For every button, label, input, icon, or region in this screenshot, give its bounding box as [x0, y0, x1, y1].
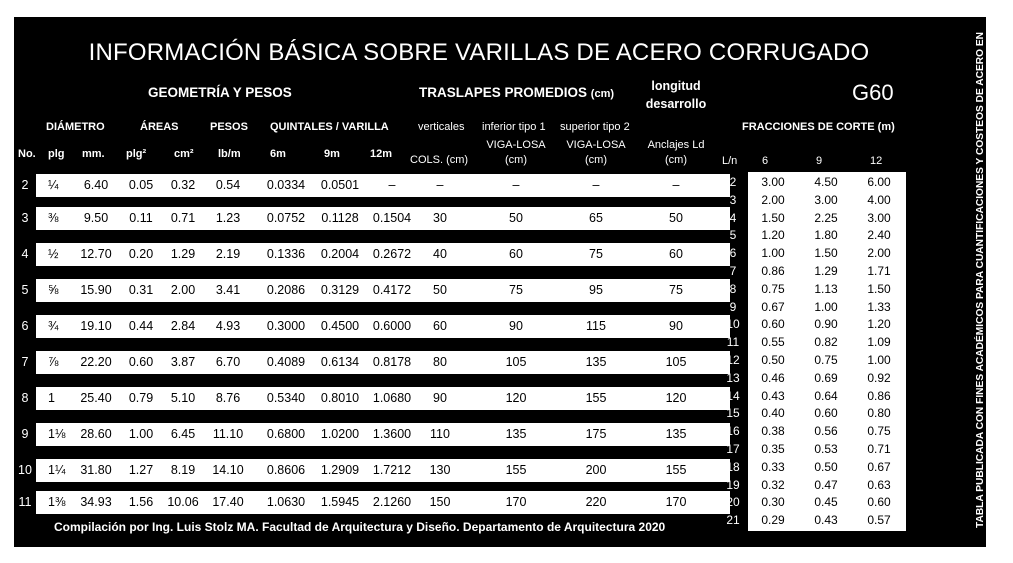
col-mm: mm.: [82, 148, 105, 160]
cell-mm: 19.10: [80, 319, 112, 333]
cell-mm: 15.90: [80, 283, 112, 297]
cell-plg: ⅝: [48, 283, 59, 297]
fraction-divisor-cell: 17: [726, 442, 740, 456]
rebar-number-cell: 8: [14, 387, 36, 410]
fraction-cell-f12: 0.60: [867, 495, 891, 510]
rebar-number-cell: 6: [14, 315, 36, 338]
cell-plg2: 0.60: [128, 355, 154, 369]
cell-cols: 130: [429, 463, 451, 477]
fraction-cell-f9: 0.82: [814, 335, 838, 350]
rebar-number-cell: 5: [14, 279, 36, 302]
header-diametro: DIÁMETRO: [46, 121, 105, 133]
cell-q12: 1.7212: [372, 463, 412, 477]
footer-credit: Compilación por Ing. Luis Stolz MA. Facultad de Arquitectura y Diseño. Departamento de Arquitectura 2020: [54, 520, 666, 534]
cell-lbm: 4.93: [215, 319, 241, 333]
cell-plg: ¾: [48, 319, 59, 333]
table-row: [14, 243, 730, 266]
cell-inf: 170: [505, 495, 527, 509]
cell-q9: 0.0501: [320, 178, 360, 192]
fraction-cell-f9: 1.29: [814, 264, 838, 278]
rebar-info-panel: [14, 17, 1012, 547]
cell-q12: 1.3600: [372, 427, 412, 441]
fraction-divisor-cell: 15: [726, 406, 740, 421]
header-superior: superior tipo 2: [560, 121, 630, 133]
cell-q9: 1.0200: [320, 427, 360, 441]
cell-plg2: 1.00: [128, 427, 154, 441]
fraction-cell-f6: 3.00: [761, 175, 785, 189]
fraction-cell-f9: 4.50: [814, 175, 838, 189]
cell-cols: –: [436, 178, 444, 192]
cell-mm: 9.50: [83, 211, 109, 225]
cell-anc: 60: [669, 247, 683, 261]
cell-anc: 155: [665, 463, 687, 477]
fraction-cell-f6: 0.46: [761, 370, 785, 385]
fraction-cell-f9: 0.64: [814, 388, 838, 403]
cell-inf: 120: [505, 391, 527, 405]
cell-q9: 1.5945: [320, 495, 360, 509]
col-cols: COLS. (cm): [410, 154, 469, 166]
cell-mm: 28.60: [80, 427, 112, 441]
cell-mm: 22.20: [80, 355, 112, 369]
cell-lbm: 6.70: [215, 355, 241, 369]
cell-q9: 1.2909: [320, 463, 360, 477]
cell-plg2: 0.05: [128, 178, 154, 192]
fraction-divisor-cell: 21: [726, 513, 740, 528]
fraction-cell-f9: 0.75: [814, 353, 838, 367]
page-title: INFORMACIÓN BÁSICA SOBRE VARILLAS DE ACERO CORRUGADO: [88, 39, 870, 66]
fraction-divisor-cell: 4: [729, 210, 737, 225]
cell-plg2: 0.44: [128, 319, 154, 333]
cell-plg2: 1.56: [128, 495, 154, 509]
fraction-cell-f12: 0.67: [867, 459, 891, 474]
cell-inf: 90: [509, 319, 523, 333]
col-viga1-b: (cm): [505, 154, 527, 166]
cell-q12: –: [388, 178, 396, 192]
cell-lbm: 14.10: [212, 463, 244, 477]
cell-q6: 0.2086: [266, 283, 306, 297]
fraction-cell-f6: 0.43: [761, 388, 785, 403]
cell-q6: 0.3000: [266, 319, 306, 333]
fraction-divisor-cell: 11: [726, 335, 740, 350]
cell-cm2: 3.87: [170, 355, 196, 369]
cell-inf: 155: [505, 463, 527, 477]
cell-inf: 60: [509, 247, 523, 261]
cell-lbm: 0.54: [215, 178, 241, 192]
table-row: [14, 491, 730, 514]
fraction-divisor-cell: 9: [729, 299, 737, 314]
cell-cols: 150: [429, 495, 451, 509]
fraction-cell-f6: 0.33: [761, 459, 785, 474]
cell-mm: 6.40: [83, 178, 109, 192]
fraction-cell-f6: 0.75: [761, 281, 785, 296]
cell-cm2: 0.71: [170, 211, 196, 225]
header-pesos: PESOS: [210, 121, 248, 133]
rebar-number-cell: 7: [14, 351, 36, 374]
header-desarrollo: desarrollo: [645, 97, 707, 111]
fraction-cell-f6: 2.00: [761, 192, 785, 207]
rebar-number-cell: 11: [14, 491, 36, 514]
cell-inf: –: [512, 178, 520, 192]
cell-cols: 110: [430, 427, 450, 441]
cell-q6: 0.1336: [266, 247, 306, 261]
cell-cols: 60: [433, 319, 447, 333]
fraction-divisor-cell: 20: [726, 495, 740, 510]
cell-q6: 0.8606: [266, 463, 306, 477]
cell-sup: 115: [586, 319, 606, 333]
col-viga1-a: VIGA-LOSA: [486, 139, 546, 151]
cell-cm2: 1.29: [170, 247, 196, 261]
fraction-cell-f12: 4.00: [867, 192, 891, 207]
cell-q6: 1.0630: [266, 495, 306, 509]
cell-q6: 0.0334: [266, 178, 306, 192]
cell-mm: 25.40: [80, 391, 112, 405]
cell-lbm: 3.41: [215, 283, 241, 297]
cell-cm2: 2.84: [170, 319, 196, 333]
cell-sup: 155: [585, 391, 607, 405]
cell-q12: 0.4172: [372, 283, 412, 297]
cell-q9: 0.6134: [320, 355, 360, 369]
cell-q12: 0.1504: [372, 211, 412, 225]
fraction-divisor-cell: 10: [726, 317, 740, 332]
cell-q12: 2.1260: [372, 495, 412, 509]
cell-cols: 40: [433, 247, 447, 261]
fraction-cell-f9: 1.00: [814, 299, 838, 314]
cell-mm: 34.93: [80, 495, 112, 509]
header-traslapes: [419, 85, 614, 100]
fraction-cell-f12: 3.00: [867, 210, 891, 225]
col-plg: plg: [48, 148, 65, 160]
cell-q9: 0.2004: [320, 247, 360, 261]
cell-plg2: 1.27: [128, 463, 154, 477]
cell-q9: 0.8010: [320, 391, 360, 405]
fraction-cell-f6: 1.50: [761, 210, 785, 225]
col-anclajes-b: (cm): [665, 154, 687, 166]
fraction-cell-f9: 0.56: [814, 424, 838, 439]
cell-cm2: 2.00: [170, 283, 196, 297]
cell-cols: 90: [433, 391, 447, 405]
cell-plg: ⅞: [48, 355, 59, 369]
steel-grade-label: G60: [852, 80, 894, 105]
cell-anc: 50: [669, 211, 683, 225]
fraction-cell-f12: 1.33: [867, 299, 891, 314]
cell-anc: 75: [669, 283, 683, 297]
header-fracciones: FRACCIONES DE CORTE (m): [742, 121, 895, 133]
cell-sup: 175: [585, 427, 607, 441]
fraction-cell-f12: 0.57: [867, 513, 891, 528]
cell-cm2: 0.32: [170, 178, 196, 192]
header-geometria: GEOMETRÍA Y PESOS: [148, 85, 292, 100]
fraction-divisor-cell: 18: [726, 459, 740, 474]
table-row: [14, 174, 730, 197]
cell-plg2: 0.31: [128, 283, 154, 297]
cell-sup: 65: [589, 211, 603, 225]
table-row: [14, 279, 730, 302]
fraction-divisor-cell: 6: [729, 246, 737, 261]
cell-lbm: 17.40: [212, 495, 244, 509]
cell-mm: 12.70: [80, 247, 112, 261]
fraction-cell-f9: 0.90: [814, 317, 838, 332]
cell-sup: 200: [585, 463, 607, 477]
fraction-divisor-cell: 3: [729, 192, 737, 207]
cell-mm: 31.80: [80, 463, 112, 477]
fraction-cell-f9: 0.60: [814, 406, 838, 421]
header-inferior: inferior tipo 1: [482, 121, 546, 133]
col-6m: 6m: [270, 148, 286, 160]
cell-q9: 0.3129: [320, 283, 360, 297]
cell-plg2: 0.11: [129, 211, 153, 225]
cell-cm2: 6.45: [170, 427, 196, 441]
cell-lbm: 11.10: [212, 427, 244, 441]
cell-q6: 0.6800: [266, 427, 306, 441]
rebar-number-cell: 3: [14, 207, 36, 230]
fraction-cell-f9: 0.50: [814, 459, 838, 474]
cell-plg: 1⅜: [48, 495, 66, 509]
fraction-cell-f9: 0.45: [814, 495, 838, 510]
cell-sup: 135: [585, 355, 607, 369]
fraction-cell-f12: 0.80: [867, 406, 891, 421]
fraction-cell-f12: 0.71: [867, 442, 891, 456]
fraction-cell-f12: 0.63: [867, 477, 891, 492]
table-row: [14, 423, 730, 446]
fraction-cell-f12: 1.09: [867, 335, 891, 350]
rebar-number-cell: 9: [14, 423, 36, 446]
cell-plg: 1¼: [48, 463, 66, 477]
header-longitud: longitud: [651, 79, 701, 93]
cell-inf: 135: [505, 427, 527, 441]
fraction-divisor-cell: 16: [726, 424, 740, 439]
fraction-divisor-cell: 7: [729, 264, 737, 278]
cell-lbm: 2.19: [215, 247, 241, 261]
cell-q6: 0.5340: [266, 391, 306, 405]
col-anclajes-a: Anclajes Ld: [647, 139, 705, 151]
cell-q9: 0.1128: [321, 211, 359, 225]
cell-q12: 0.8178: [372, 355, 412, 369]
header-verticales: verticales: [418, 121, 465, 133]
fraction-cell-f6: 0.32: [761, 477, 785, 492]
fraction-cell-f6: 0.30: [761, 495, 785, 510]
fraction-cell-f12: 0.92: [867, 370, 891, 385]
fraction-cell-f6: 1.20: [761, 228, 785, 243]
cell-cm2: 10.06: [167, 495, 199, 509]
header-traslapes-text: TRASLAPES PROMEDIOS: [419, 85, 588, 100]
cell-q12: 0.6000: [372, 319, 412, 333]
col-12m: 12m: [370, 148, 393, 160]
fraction-cell-f6: 1.00: [761, 246, 785, 261]
fraction-cell-f12: 2.40: [867, 228, 891, 243]
cell-anc: 90: [669, 319, 683, 333]
fraction-divisor-cell: 8: [729, 281, 737, 296]
cell-anc: –: [672, 178, 680, 192]
fraction-cell-f12: 1.71: [867, 264, 891, 278]
header-areas: ÁREAS: [140, 121, 179, 133]
cell-inf: 50: [509, 211, 523, 225]
cell-cols: 80: [433, 355, 447, 369]
cell-plg2: 0.79: [128, 391, 154, 405]
fraction-cell-f6: 0.50: [761, 353, 785, 367]
side-disclaimer: TABLA PUBLICADA CON FINES ACADÉMICOS PARA CUANTIFICACIONES Y COSTEOS DE ACERO EN OBRA. CONSULTE LOS PLANOS ESTRUCTURALES EN TODO MOMENTO, EL ACI Y A UN ESPECIALISTA EN DISEÑO ESTRUCTURAL. CIFRAS APROXIMADAS.: [975, 32, 1012, 528]
rebar-number-cell: 4: [14, 243, 36, 266]
fraction-cell-f6: 0.67: [761, 299, 785, 314]
col-viga2-b: (cm): [585, 154, 607, 166]
cell-q6: 0.0752: [266, 211, 306, 225]
cell-inf: 75: [509, 283, 523, 297]
fraction-cell-f12: 1.00: [867, 353, 891, 367]
fraction-cell-f9: 2.25: [814, 210, 838, 225]
cell-q6: 0.4089: [266, 355, 306, 369]
col-lbm: lb/m: [218, 148, 241, 160]
col-frac-12: 12: [870, 155, 883, 167]
fraction-cell-f6: 0.55: [761, 335, 785, 350]
cell-cols: 30: [433, 211, 447, 225]
cell-sup: 95: [589, 283, 603, 297]
cell-cm2: 5.10: [170, 391, 196, 405]
table-row: [14, 459, 730, 482]
cell-anc: 105: [665, 355, 687, 369]
cell-q12: 0.2672: [372, 247, 412, 261]
col-frac-9: 9: [816, 155, 823, 167]
cell-lbm: 1.23: [215, 211, 241, 225]
fraction-cell-f9: 1.80: [814, 228, 838, 243]
fraction-divisor-cell: 14: [726, 388, 740, 403]
cell-plg: 1: [48, 391, 55, 405]
cell-cm2: 8.19: [170, 463, 196, 477]
col-no: No.: [18, 148, 36, 160]
cell-plg: ½: [48, 247, 59, 261]
col-frac-6: 6: [762, 155, 769, 167]
fraction-cell-f12: 1.50: [867, 281, 891, 296]
fraction-cell-f6: 0.29: [761, 513, 785, 528]
table-row: [14, 315, 730, 338]
table-row: [14, 387, 730, 410]
header-quintales: QUINTALES / VARILLA: [270, 121, 389, 133]
cell-lbm: 8.76: [215, 391, 241, 405]
fraction-divisor-cell: 12: [726, 353, 740, 367]
cell-sup: 75: [589, 247, 603, 261]
cell-plg: ⅜: [48, 211, 59, 225]
col-plg2: plg²: [126, 148, 147, 160]
col-ln: L/n: [722, 155, 738, 167]
cell-anc: 120: [665, 391, 687, 405]
cell-sup: 220: [585, 495, 607, 509]
fraction-cell-f9: 0.69: [814, 370, 838, 385]
fraction-cell-f12: 1.20: [867, 317, 891, 332]
fraction-cell-f9: 3.00: [814, 192, 838, 207]
fraction-cell-f9: 0.43: [814, 513, 838, 528]
col-cm2: cm²: [174, 148, 194, 160]
rebar-number-cell: 2: [14, 174, 36, 197]
fraction-divisor-cell: 2: [729, 175, 737, 189]
fraction-cell-f9: 0.47: [814, 477, 838, 492]
cell-sup: –: [592, 178, 600, 192]
cell-q12: 1.0680: [372, 391, 412, 405]
header-traslapes-unit: (cm): [590, 88, 615, 100]
fraction-divisor-cell: 5: [729, 228, 737, 243]
fraction-cell-f9: 1.50: [814, 246, 838, 261]
table-row: [14, 207, 730, 230]
cell-plg: 1⅛: [48, 427, 66, 441]
fraction-cell-f6: 0.35: [761, 442, 785, 456]
fraction-cell-f12: 2.00: [867, 246, 891, 261]
fraction-cell-f6: 0.38: [761, 424, 785, 439]
fraction-cell-f12: 6.00: [867, 175, 891, 189]
fraction-cell-f12: 0.86: [867, 388, 891, 403]
table-row: [14, 351, 730, 374]
cell-q9: 0.4500: [320, 319, 360, 333]
cell-anc: 170: [665, 495, 687, 509]
fraction-cell-f6: 0.60: [761, 317, 785, 332]
fraction-cell-f9: 1.13: [814, 281, 838, 296]
fraction-cell-f6: 0.40: [761, 406, 785, 421]
fraction-divisor-cell: 19: [726, 477, 740, 492]
fraction-cell-f9: 0.53: [814, 442, 838, 456]
cell-anc: 135: [665, 427, 687, 441]
col-viga2-a: VIGA-LOSA: [566, 139, 626, 151]
cell-inf: 105: [505, 355, 527, 369]
fraction-cell-f12: 0.75: [867, 424, 891, 439]
fraction-cell-f6: 0.86: [761, 264, 785, 278]
rebar-number-cell: 10: [14, 459, 36, 482]
cell-plg2: 0.20: [128, 247, 154, 261]
col-9m: 9m: [324, 148, 340, 160]
cell-cols: 50: [433, 283, 447, 297]
cell-plg: ¼: [48, 178, 59, 192]
fraction-divisor-cell: 13: [726, 370, 740, 385]
